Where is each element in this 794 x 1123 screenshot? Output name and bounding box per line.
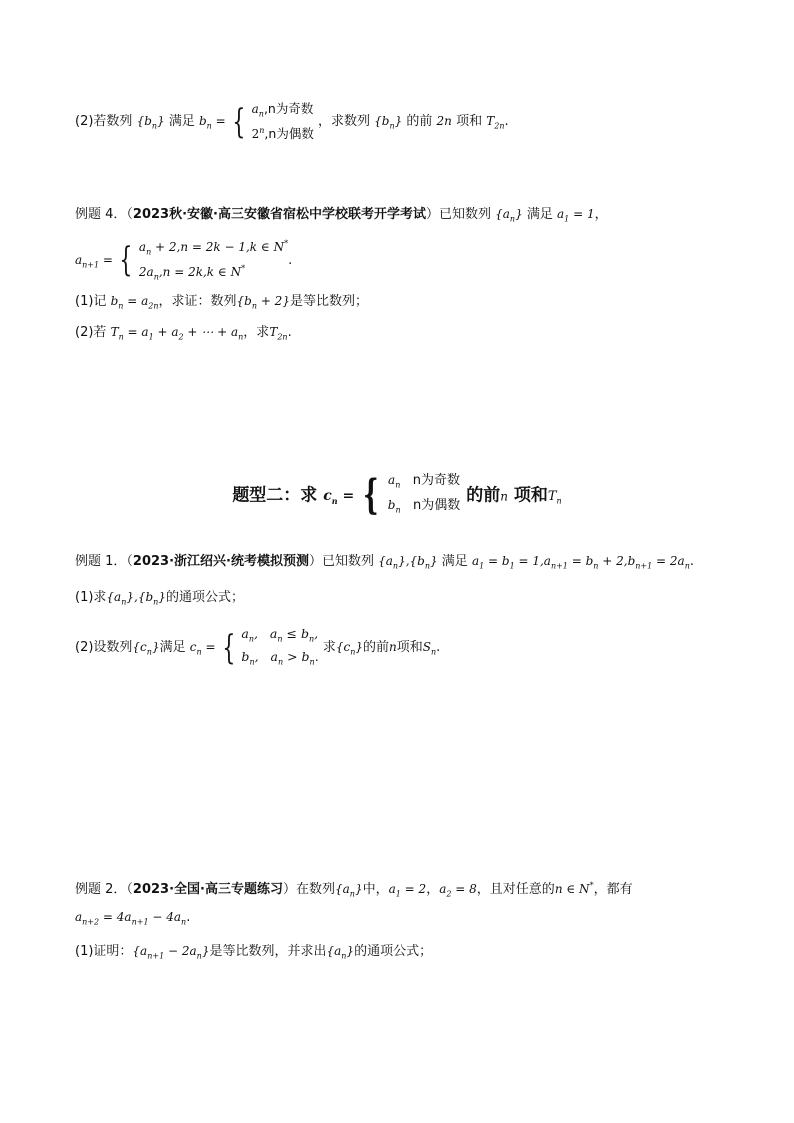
math: n — [500, 489, 508, 504]
text: ，且对任意的 — [476, 882, 555, 897]
text: 是等比数列； — [289, 294, 368, 309]
math: $T_{2n}$ — [486, 114, 505, 131]
text: ，都有 — [593, 882, 633, 897]
brace-icon: { — [363, 471, 379, 519]
math: $\{c_n\}$ — [335, 640, 363, 657]
brace-icon: { — [221, 627, 235, 668]
case-row: $a_n$, $a_n \le b_n$, — [241, 626, 319, 644]
case-row: 2$^n$,n为偶数 — [251, 126, 314, 142]
math: $a_2 = 8$ — [439, 882, 477, 899]
math: $a_1 = 2$ — [388, 882, 427, 899]
text: (2)若数列 — [75, 114, 133, 130]
text: 题型二：求 — [232, 485, 318, 506]
case-row: $a_n + 2,n = 2k - 1,k$ ∈ N* — [138, 239, 289, 257]
source: 2023秋·安徽·高三安徽省宿松中学校联考开学考试 — [132, 207, 426, 222]
math: $a_1 = b_1 = 1,a_{n+1} = b_n + 2,b_{n+1} = 2a_n$ — [471, 554, 690, 571]
piecewise-cases — [388, 470, 461, 521]
piecewise-cases — [252, 100, 314, 143]
case-row: $a_n,n$为奇数 — [251, 101, 314, 119]
text: 中， — [362, 882, 389, 897]
brace-icon: { — [232, 101, 246, 142]
section-title — [0, 470, 794, 521]
math: $S_n$ — [422, 640, 437, 657]
text: 满足 — [441, 554, 468, 569]
text: 的通项公式； — [354, 944, 433, 959]
example4-part2: (2)若 $T_n = a_1 + a_2$ + ⋯ + $a_n$，求$T_{2n}$. — [75, 325, 292, 342]
example-label: 例题 1．（ — [75, 554, 133, 569]
math: $\{b_n\}$ — [374, 114, 403, 131]
text: (2)若 — [75, 325, 107, 340]
text: (1)求 — [75, 590, 107, 605]
piecewise-cases — [139, 235, 288, 286]
math: $a_{n+1}$ = — [75, 252, 113, 270]
source: 2023·全国·高三专题练习 — [132, 882, 283, 897]
text: ，求数列 — [317, 114, 370, 130]
math: $c_n$ = — [189, 640, 216, 657]
math: $\{a_n\}$ — [334, 882, 363, 899]
math: $T_n = a_1 + a_2$ + ⋯ + $a_n$ — [110, 325, 244, 342]
math: $T_n$ — [547, 489, 562, 506]
math-bn-set: $\{b_n\}$ — [136, 114, 165, 131]
text: ）在数列 — [282, 882, 335, 897]
text: (1)记 — [75, 294, 107, 309]
math: $\{b_n + 2\}$ — [236, 294, 290, 311]
piecewise-cases — [241, 625, 318, 670]
case-row: $b_n$, $a_n > b_n$. — [241, 648, 319, 666]
math: $a_1 = 1$ — [557, 207, 595, 224]
math: $a_{n+2} = 4a_{n+1} - 4a_n$ — [75, 910, 187, 927]
math: $\{a_n\},\{b_n\}$ — [106, 590, 166, 607]
text: 满足 — [168, 114, 195, 130]
example-label: 例题 4．（ — [75, 207, 133, 222]
text: 是等比数列，并求出 — [209, 944, 327, 959]
math: $\{a_n\},\{b_n\}$ — [378, 554, 438, 571]
text: (1)证明： — [75, 944, 133, 959]
example4-intro: 例题 4．（2023秋·安徽·高三安徽省宿松中学校联考开学考试）已知数列 $\{a_n\}$ 满足 $a_1 = 1$， — [75, 207, 608, 224]
math: $\{a_{n+1} - 2a_n\}$ — [132, 944, 210, 961]
text: 项和 — [513, 485, 548, 506]
math: $\{a_n\}$ — [495, 207, 523, 224]
math: $\{c_n\}$ — [132, 640, 160, 657]
text: ， — [426, 882, 440, 897]
example4-recurrence: $a_{n+1}$ = { $a_n + 2,n = 2k - 1,k$ ∈ N* $2a_n,n = 2k,k$ ∈ N* . — [75, 235, 292, 286]
example-label: 例题 2．（ — [75, 882, 133, 897]
brace-icon: { — [119, 240, 133, 281]
example1-part2: (2)设数列$\{c_n\}$满足 $c_n$ = { $a_n$, $a_n \le b_n$, $b_n$, $a_n > b_n$. 求$\{c_n\}$的前n项和$S_n$. — [75, 625, 440, 670]
example2-intro — [75, 877, 633, 903]
text: ）已知数列 — [308, 554, 374, 569]
text: 的前 — [363, 640, 390, 655]
text: 项和 — [396, 640, 423, 655]
example4-part1 — [75, 292, 368, 315]
case-row: $2a_n,n = 2k,k$ ∈ N* — [138, 264, 246, 282]
example1-part1 — [75, 588, 244, 611]
text: 求 — [322, 640, 336, 655]
math: $\{a_n\}$ — [326, 944, 355, 961]
math: $b_n = a_{2n}$ — [110, 294, 159, 311]
text: 项和 — [456, 114, 483, 130]
example3-part2: (2)若数列 $\{b_n\}$ 满足 $b_n$ = { $a_n,n$为奇数 2$^n$,n为偶数 ，求数列 $\{b_n\}$ 的前 2n 项和 $T_{2n}$. — [75, 101, 509, 142]
text: ，求 — [243, 325, 270, 340]
case-row: $b_n$ n为偶数 — [387, 498, 461, 515]
math: $c_n$ = — [323, 488, 355, 507]
math: $b_n$ = — [198, 114, 226, 131]
case-row: $a_n$ n为奇数 — [388, 473, 461, 490]
math: 2n — [436, 114, 452, 129]
text: (2)设数列 — [75, 640, 133, 655]
math: $T_{2n}$ — [269, 325, 288, 342]
text: 满足 — [526, 207, 553, 222]
text: 满足 — [159, 640, 186, 655]
example2-recurrence: $a_{n+2} = 4a_{n+1} - 4a_n$. — [75, 910, 191, 927]
example2-part1 — [75, 942, 432, 965]
text: 的前 — [466, 485, 501, 506]
text: 的前 — [406, 114, 433, 130]
text: ，求证：数列 — [158, 294, 237, 309]
source: 2023·浙江绍兴·统考模拟预测 — [132, 554, 309, 569]
text: ）已知数列 — [425, 207, 491, 222]
text: 的通项公式； — [165, 590, 244, 605]
example1-intro: 例题 1．（2023·浙江绍兴·统考模拟预测）已知数列 $\{a_n\},\{b_n\}$ 满足 $a_1 = b_1 = 1,a_{n+1} = b_n + 2,b_{n+1} = 2a_n$. — [75, 554, 694, 571]
math: n ∈ N* — [554, 881, 594, 896]
math: n — [389, 640, 397, 654]
